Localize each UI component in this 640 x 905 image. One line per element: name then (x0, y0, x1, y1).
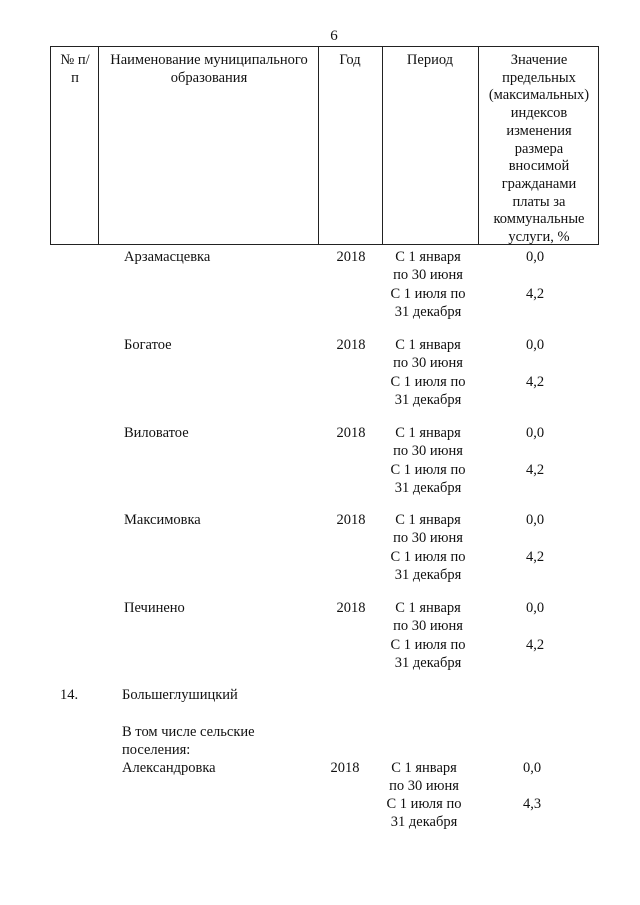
period-second-half (378, 795, 470, 831)
index-value: 0,0 (522, 760, 542, 776)
row-year: 2018 (336, 600, 366, 616)
period-line: по 30 июня (389, 778, 459, 794)
period-line: С 1 января (395, 337, 461, 353)
municipality-name: Арзамасцевка (124, 249, 211, 265)
period-line: С 1 января (391, 760, 457, 776)
header-value: Значение предельных (максимальных) индексов изменения размера вносимой гражданами платы за коммунальные услуги, % (488, 52, 590, 246)
index-value: 0,0 (525, 512, 545, 528)
index-value: 0,0 (525, 249, 545, 265)
period-second-half (382, 636, 474, 672)
header-year: Год (339, 52, 361, 68)
period-line: С 1 июля по (390, 549, 466, 565)
index-value: 0,0 (525, 337, 545, 353)
period-line: по 30 июня (393, 355, 463, 371)
subheading-settlements (122, 723, 255, 759)
header-num: № п/п (60, 52, 90, 86)
municipality-name: Максимовка (124, 512, 201, 528)
period-line: по 30 июня (393, 443, 463, 459)
index-value: 0,0 (525, 425, 545, 441)
period-line: С 1 июля по (390, 462, 466, 478)
municipality-name: Виловатое (124, 425, 189, 441)
period-first-half (382, 248, 474, 284)
period-first-half (382, 424, 474, 460)
period-line: 31 декабря (394, 304, 462, 320)
period-second-half (382, 285, 474, 321)
period-line: С 1 января (395, 600, 461, 616)
district-name: Большеглушицкий (122, 687, 238, 703)
district-number: 14. (60, 687, 79, 703)
header-name: Наименование муниципального образования (110, 52, 308, 86)
row-year: 2018 (336, 337, 366, 353)
period-line: С 1 июля по (386, 796, 462, 812)
period-line: С 1 июля по (390, 286, 466, 302)
period-line: 31 декабря (394, 480, 462, 496)
period-line: С 1 января (395, 425, 461, 441)
index-value: 4,2 (525, 549, 545, 565)
period-line: С 1 июля по (390, 637, 466, 653)
index-value: 4,2 (525, 286, 545, 302)
period-first-half (378, 759, 470, 795)
period-first-half (382, 336, 474, 372)
period-second-half (382, 548, 474, 584)
index-value: 4,2 (525, 637, 545, 653)
period-line: 31 декабря (394, 567, 462, 583)
page-number: 6 (330, 28, 338, 44)
index-value: 0,0 (525, 600, 545, 616)
index-value: 4,3 (522, 796, 542, 812)
period-line: по 30 июня (393, 618, 463, 634)
period-line: С 1 января (395, 249, 461, 265)
period-line: 31 декабря (394, 655, 462, 671)
header-period: Период (406, 52, 454, 68)
period-line: по 30 июня (393, 267, 463, 283)
period-line: 31 декабря (390, 814, 458, 830)
period-line: С 1 января (395, 512, 461, 528)
subheading-line: поселения: (122, 742, 191, 758)
column-divider (478, 47, 479, 244)
municipality-name: Печинено (124, 600, 185, 616)
period-second-half (382, 461, 474, 497)
period-line: 31 декабря (394, 392, 462, 408)
row-year: 2018 (336, 512, 366, 528)
municipality-name: Александровка (122, 760, 216, 776)
row-year: 2018 (330, 760, 360, 776)
column-divider (98, 47, 99, 244)
index-value: 4,2 (525, 374, 545, 390)
period-line: по 30 июня (393, 530, 463, 546)
column-divider (382, 47, 383, 244)
period-second-half (382, 373, 474, 409)
column-divider (318, 47, 319, 244)
index-value: 4,2 (525, 462, 545, 478)
period-first-half (382, 599, 474, 635)
municipality-name: Богатое (124, 337, 172, 353)
subheading-line: В том числе сельские (122, 724, 255, 740)
table-header (50, 46, 599, 245)
row-year: 2018 (336, 425, 366, 441)
period-line: С 1 июля по (390, 374, 466, 390)
period-first-half (382, 511, 474, 547)
row-year: 2018 (336, 249, 366, 265)
